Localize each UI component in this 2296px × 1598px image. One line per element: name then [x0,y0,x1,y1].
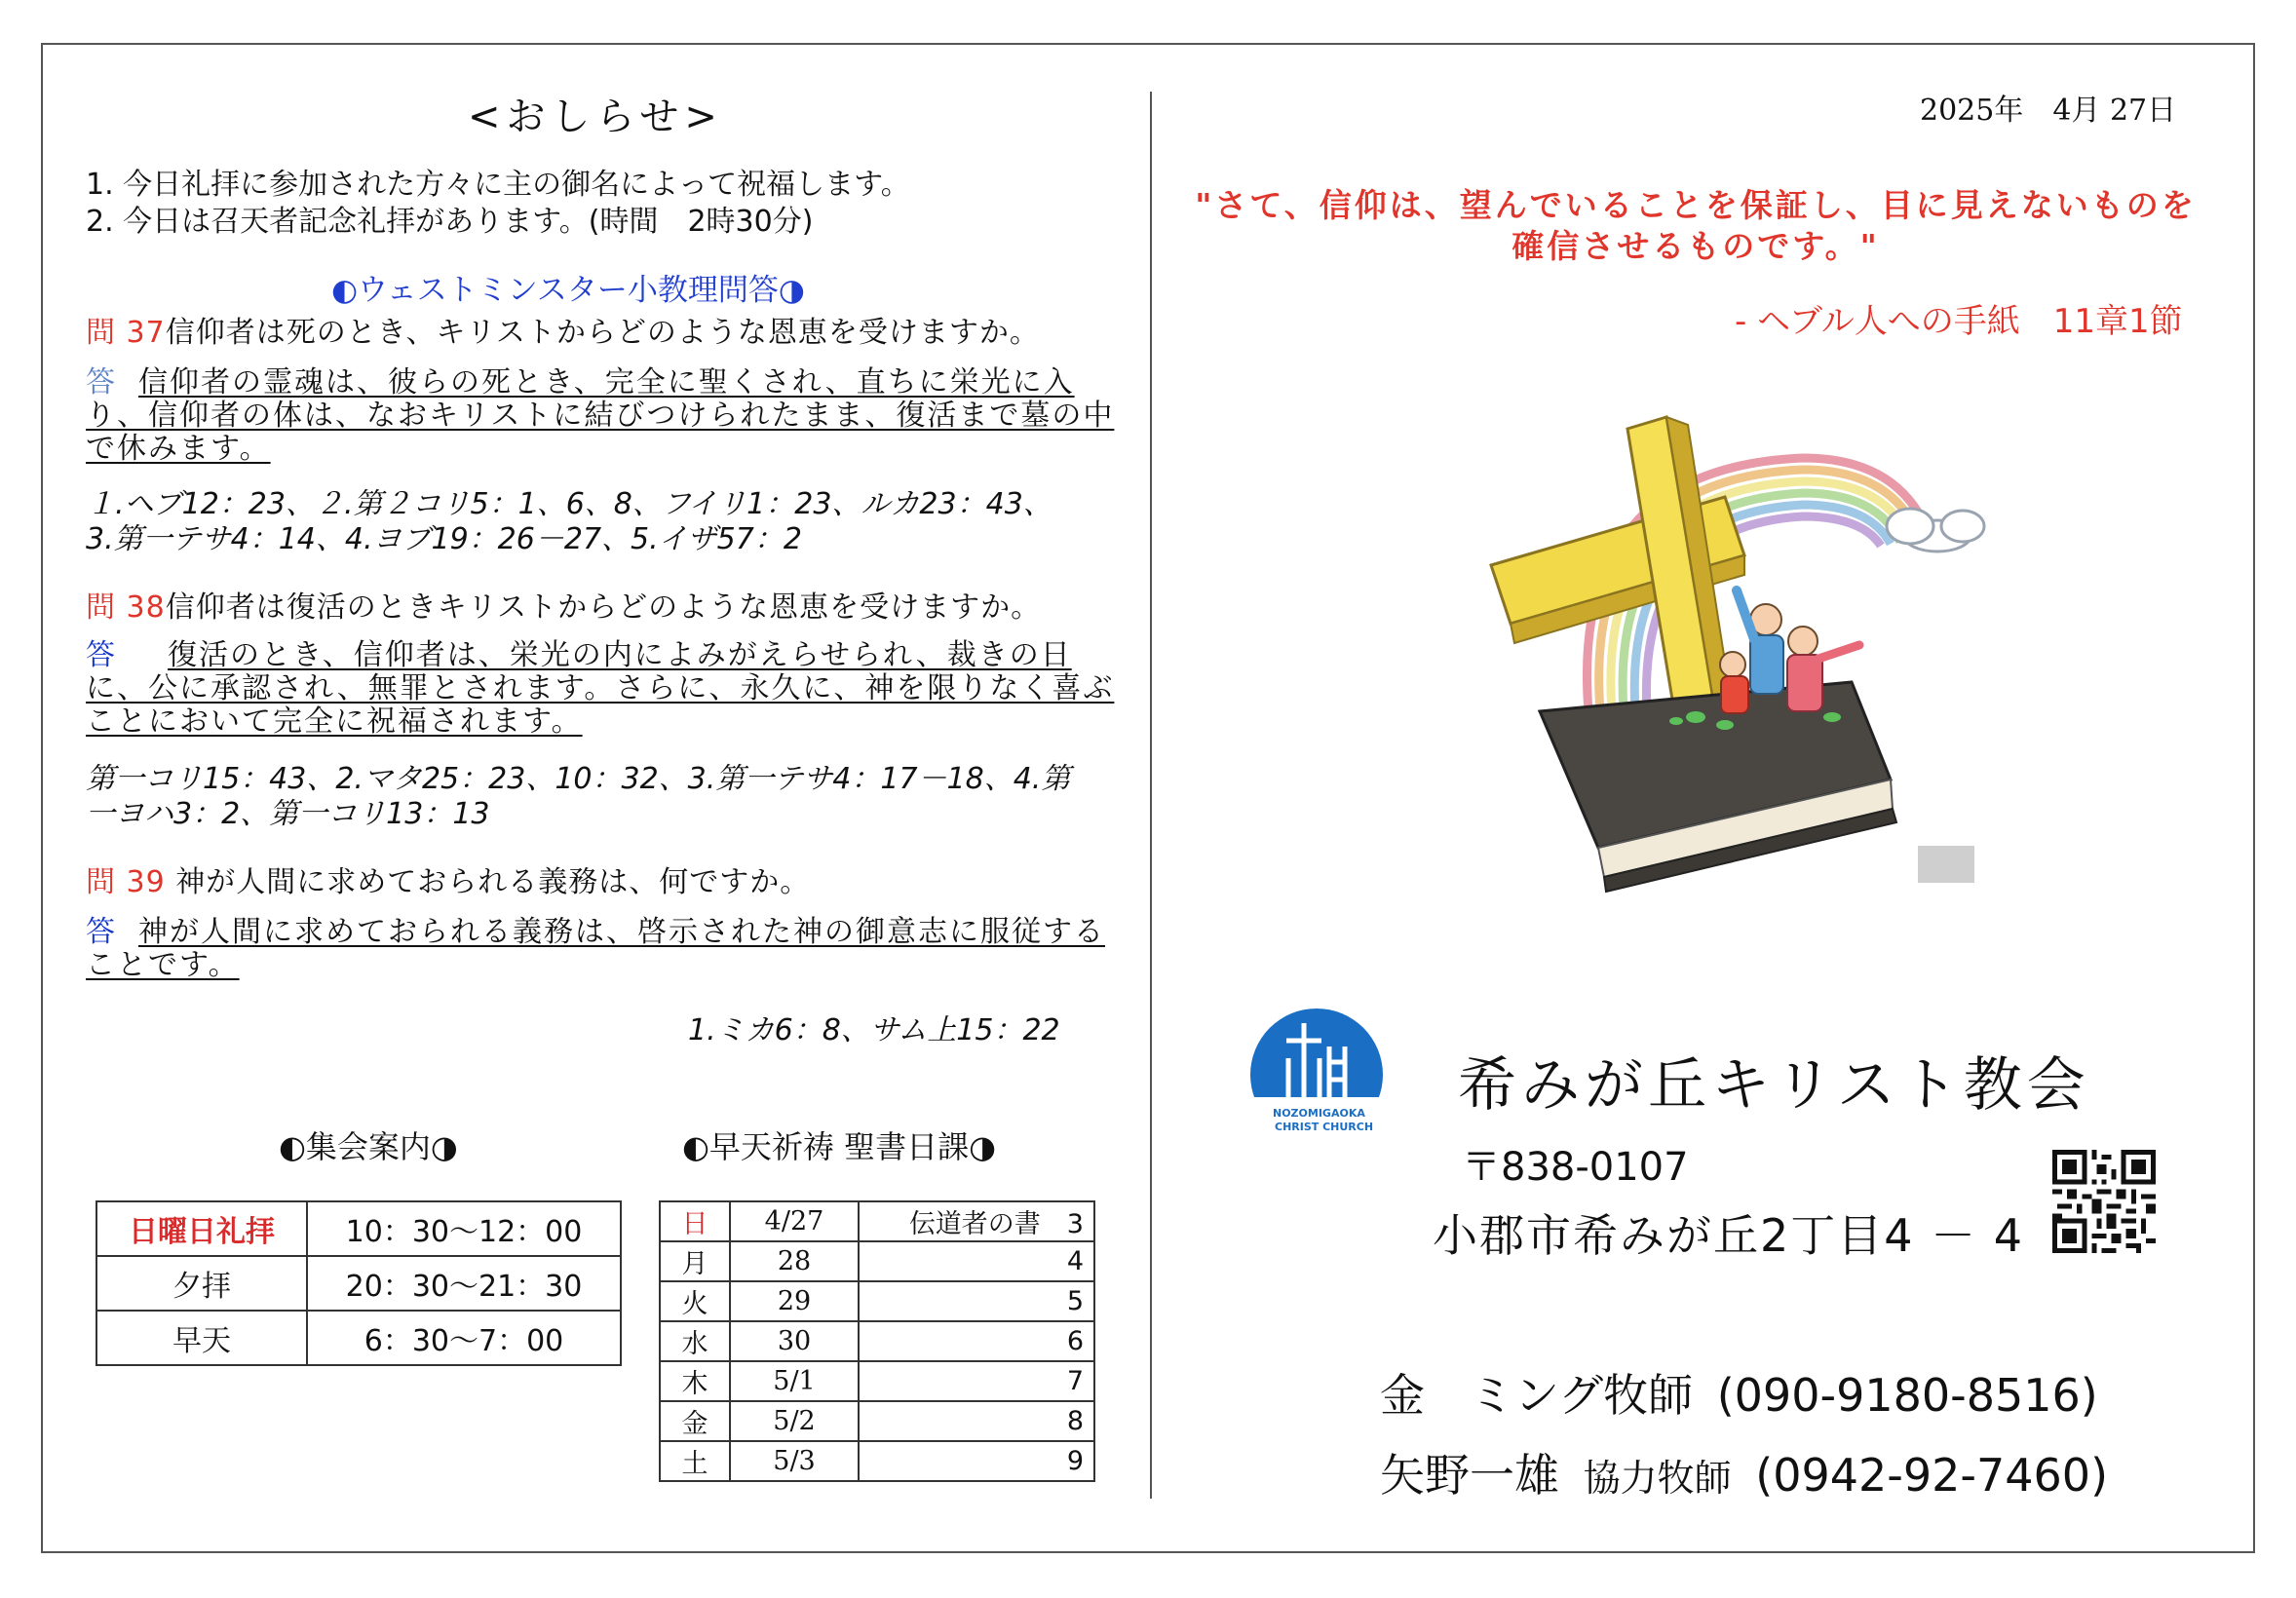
refs-line: １.ヘブ12：23、２.第２コリ5：1、6、8、フイリ1：23、ルカ23：43、 [86,487,1052,521]
reading-book: 5 [859,1281,1094,1321]
pastor-name: 矢野一雄 [1380,1449,1559,1502]
table-row [660,1241,1094,1281]
answer-mark: 答 [86,365,115,400]
question-39 [86,857,810,900]
answer-text: 神が人間に求めておられる義務は、啓示された神の御意志に服従することです。 [86,915,1105,982]
meetings-heading: ◐集会案内◑ [279,1128,458,1165]
reading-date: 28 [730,1241,859,1281]
pastor-name: 金 ミング牧師 [1380,1369,1694,1422]
question-text: 神が人間に求めておられる義務は、何ですか。 [175,865,811,899]
reading-date: 5/2 [730,1401,859,1441]
bulletin-date: 2025年 4月 27日 [1920,94,2177,128]
refs-line: 一ヨハ3：2、第一コリ13：13 [86,797,490,831]
church-name: 希みが丘キリスト教会 [1458,1051,2090,1120]
table-row [660,1441,1094,1481]
announcement-item-2: 2. 今日は召天者記念礼拝があります。(時間 2時30分) [86,205,814,239]
answer-text: 復活のとき、信仰者は、栄光の内によみがえらせられ、裁きの日に、公に承認され、無罪とされます。さらに、永久に、神を限りなく喜ぶことにおいて完全に祝福されます。 [86,638,1115,739]
refs-39: 1.ミカ6：8、サム上15：22 [688,1013,1060,1047]
reading-day: 水 [660,1321,730,1361]
question-number: 38 [126,590,166,625]
pastor-role: 協力牧師 [1583,1457,1732,1500]
meeting-time: 6：30～7：00 [307,1311,621,1365]
meeting-time: 10：30～12：00 [307,1201,621,1256]
verse-line: 確信させるものです。" [1512,227,1880,265]
postal-code: 〒838-0107 [1462,1145,1689,1190]
pastor-1 [1380,1360,2098,1425]
verse-reference: - ヘブル人への手紙 11章1節 [1735,302,2183,341]
reading-book: 6 [859,1321,1094,1361]
meeting-name: 日曜日礼拝 [96,1201,307,1256]
church-address: 小郡市希みが丘2丁目4 － 4 [1433,1209,2025,1262]
reading-day: 火 [660,1281,730,1321]
question-mark: 問 [86,865,116,899]
meeting-name: 早天 [96,1311,307,1365]
pastor-2 [1380,1440,2108,1504]
bible-reading-heading: ◐早天祈祷 聖書日課◑ [682,1128,997,1165]
announcements-title: <おしらせ> [468,95,723,139]
reading-date: 29 [730,1281,859,1321]
question-text: 信仰者は死のとき、キリストからどのような恩恵を受けますか。 [165,316,1040,350]
table-row [96,1256,621,1311]
question-number: 39 [126,865,166,899]
answer-mark: 答 [86,915,115,949]
announcement-item-1: 1. 今日礼拝に参加された方々に主の御名によって祝福します。 [86,168,910,202]
reading-date: 5/1 [730,1361,859,1401]
reading-day: 月 [660,1241,730,1281]
answer-38 [86,639,1115,739]
table-row [660,1321,1094,1361]
table-row [660,1201,1094,1241]
reading-day: 土 [660,1441,730,1481]
scripture-verse [1169,185,2222,267]
table-row [96,1201,621,1256]
reading-date: 5/3 [730,1441,859,1481]
reading-day: 木 [660,1361,730,1401]
reading-date: 4/27 [730,1201,859,1241]
table-row [660,1281,1094,1321]
refs-line: 第一コリ15：43、2.マタ25：23、10：32、3.第一テサ4：17－18、4.第 [86,762,1071,796]
question-mark: 問 [86,316,116,350]
column-divider [1150,92,1152,1499]
logo-text-line-1: NOZOMIGAOKA [1273,1107,1365,1120]
catechism-heading: ◐ウェストミンスター小教理問答◑ [331,273,805,308]
question-38 [86,583,1041,626]
reading-book: 8 [859,1401,1094,1441]
qr-code-icon [2052,1150,2156,1253]
table-row [660,1361,1094,1401]
pastor-phone: (090-9180-8516) [1716,1369,2098,1422]
table-row [660,1401,1094,1441]
refs-37 [86,487,1119,557]
bible-reading-table [659,1200,1095,1482]
meeting-name: 夕拝 [96,1256,307,1311]
reading-book: 9 [859,1441,1094,1481]
refs-line: 3.第一テサ4：14、4.ヨブ19：26－27、5.イザ57：2 [86,522,802,556]
reading-day: 金 [660,1401,730,1441]
question-mark: 問 [86,590,116,625]
answer-text: 信仰者の霊魂は、彼らの死とき、完全に聖くされ、直ちに栄光に入り、信仰者の体は、なおキリストに結びつけられたまま、復活まで墓の中で休みます。 [86,365,1115,466]
logo-text-line-2: CHRIST CHURCH [1275,1121,1374,1133]
meeting-time: 20：30～21：30 [307,1256,621,1311]
table-row [96,1311,621,1365]
answer-mark: 答 [86,638,115,672]
reading-book: 7 [859,1361,1094,1401]
question-text: 信仰者は復活のときキリストからどのような恩恵を受けますか。 [165,590,1042,625]
question-37 [86,308,1040,351]
reading-date: 30 [730,1321,859,1361]
cross-bible-rainbow-illustration [1481,390,2008,896]
verse-line: "さて、信仰は、望んでいることを保証し、目に見えないものを [1195,186,2197,224]
reading-book: 4 [859,1241,1094,1281]
answer-37 [86,366,1115,466]
refs-38 [86,762,1119,832]
question-number: 37 [126,316,166,350]
meetings-table [96,1200,622,1366]
reading-book: 伝道者の書 3 [859,1201,1094,1241]
reading-day: 日 [660,1201,730,1241]
answer-39 [86,916,1115,982]
pastor-phone: (0942-92-7460) [1755,1449,2109,1502]
